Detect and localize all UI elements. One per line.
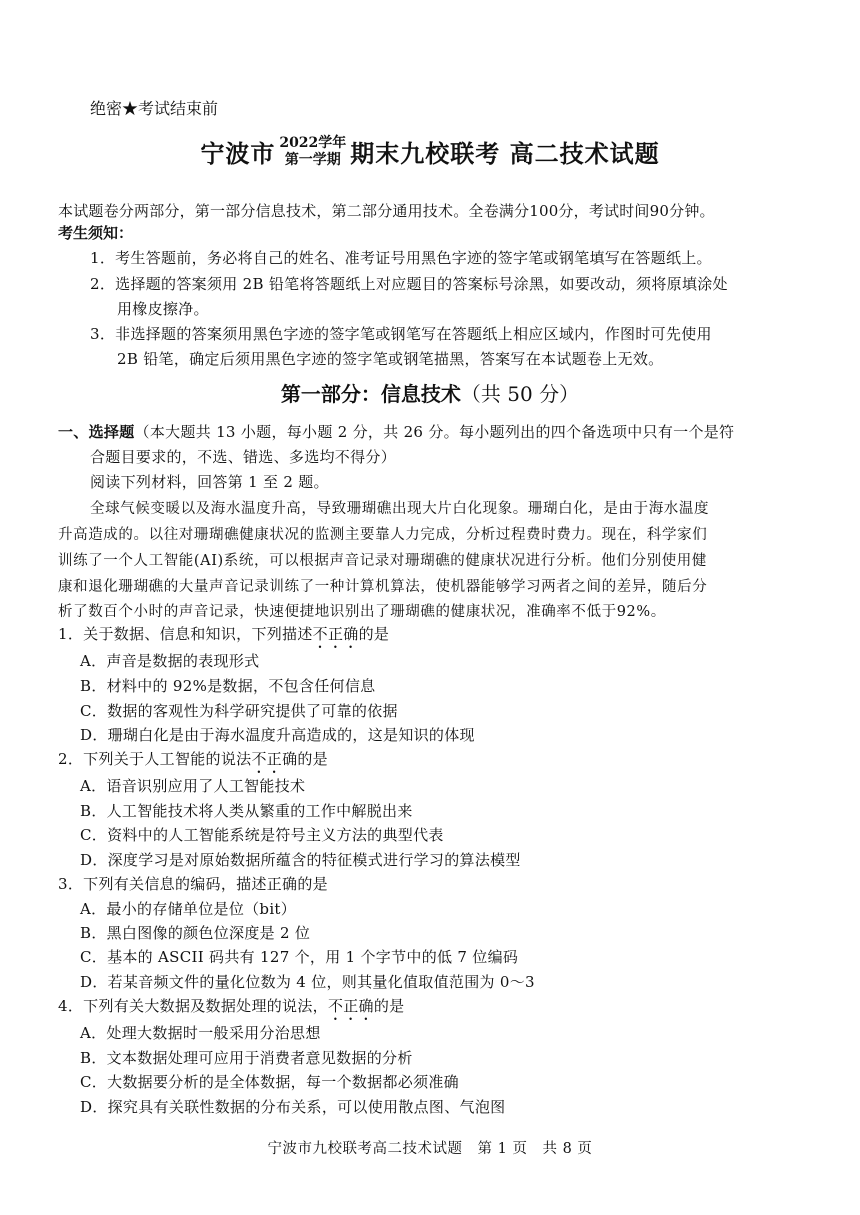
title-term: 第一学期 [284, 151, 341, 168]
question-1-option-d: D．珊瑚白化是由于海水温度升高造成的，这是知识的体现 [80, 726, 475, 744]
part-heading [58, 421, 734, 442]
question-2-stem-post: 确的是 [282, 750, 328, 768]
notice-item-2: 2．选择题的答案须用 2B 铅笔将答题纸上对应题目的答案标号涂黑，如要改动，须将原填涂处 [90, 275, 728, 293]
part-heading-bold: 一、选择题 [58, 423, 135, 441]
question-3-stem-pre: 3．下列有关信息的编码，描述正确的是 [58, 875, 328, 893]
page-footer: 宁波市九校联考高二技术试题 第 1 页 共 8 页 [267, 1141, 593, 1157]
part-heading-line2: 合题目要求的，不选、错选、多选均不得分） [90, 448, 397, 466]
question-3-option-d: D．若某音频文件的量化位数为 4 位，则其量化值取值范围为 0～3 [80, 973, 535, 991]
material-line-3: 训练了一个人工智能(AI)系统，可以根据声音记录对珊瑚礁的健康状况进行分析。他们分别使用健 [58, 553, 708, 569]
title-year: 2022学年 [279, 134, 347, 151]
part-heading-rest: （本大题共 13 小题，每小题 2 分，共 26 分。每小题列出的四个备选项中只有一个是符 [134, 423, 735, 441]
question-4-stem [58, 995, 404, 1024]
title-city: 宁波市 [200, 139, 276, 168]
notice-item-3: 3．非选择题的答案须用黑色字迹的签字笔或钢笔写在答题纸上相应区域内，作图时可先使用 [90, 325, 712, 343]
question-3-stem [58, 873, 328, 894]
question-1-option-c: C．数据的客观性为科学研究提供了可靠的依据 [80, 702, 398, 720]
section-title [0, 378, 860, 407]
question-4-stem-pre: 4．下列有关大数据及数据处理的说法， [58, 997, 328, 1015]
question-3-option-c: C．基本的 ASCII 码共有 127 个，用 1 个字节中的低 7 位编码 [80, 948, 519, 966]
question-2-stem-pre: 2．下列关于人工智能的说法 [58, 750, 252, 768]
question-4-option-a: A．处理大数据时一般采用分治思想 [80, 1024, 321, 1042]
question-2-option-c: C．资料中的人工智能系统是符号主义方法的典型代表 [80, 826, 444, 844]
question-1-stem-pre: 1．关于数据、信息和知识，下列描述 [58, 625, 313, 643]
question-2-option-d: D．深度学习是对原始数据所蕴含的特征模式进行学习的算法模型 [80, 851, 521, 869]
material-line-1: 全球气候变暖以及海水温度升高，导致珊瑚礁出现大片白化现象。珊瑚白化，是由于海水温度 [90, 501, 710, 517]
question-2-option-b: B．人工智能技术将人类从繁重的工作中解脱出来 [80, 802, 413, 820]
question-1-emphasis: 不正确 [312, 625, 359, 643]
notice-title: 考生须知： [58, 224, 134, 242]
question-4-stem-post: 的是 [373, 997, 405, 1015]
exam-intro: 本试题卷分两部分，第一部分信息技术，第二部分通用技术。全卷满分100分，考试时间90分钟。 [58, 202, 715, 220]
question-1-stem-post: 的是 [358, 625, 390, 643]
question-2-option-a: A．语音识别应用了人工智能技术 [80, 777, 306, 795]
title-year-term [279, 135, 346, 169]
material-line-4: 康和退化珊瑚礁的大量声音记录训练了一种计算机算法，使机器能够学习两者之间的差异，随后分 [58, 579, 708, 595]
page-title [0, 134, 860, 184]
reading-instruction: 阅读下列材料，回答第 1 至 2 题。 [90, 473, 329, 491]
question-4-option-b: B．文本数据处理可应用于消费者意见数据的分析 [80, 1049, 413, 1067]
section-title-score: （共 50 分） [460, 382, 580, 406]
question-4-option-c: C．大数据要分析的是全体数据，每一个数据都必须准确 [80, 1073, 459, 1091]
question-2-emphasis: 不正 [251, 750, 283, 768]
notice-item-1: 1．考生答题前，务必将自己的姓名、准考证号用黑色字迹的签字笔或钢笔填写在答题纸上。 [90, 249, 712, 267]
confidential-label: 绝密★考试结束前 [90, 99, 219, 118]
question-4-emphasis: 不正确 [327, 997, 374, 1015]
title-rest: 期末九校联考 高二技术试题 [350, 139, 660, 168]
question-3-option-b: B．黑白图像的颜色位深度是 2 位 [80, 924, 311, 942]
material-line-2: 升高造成的。以往对珊瑚礁健康状况的监测主要靠人力完成，分析过程费时费力。现在，科学家们 [58, 527, 708, 543]
question-1-stem [58, 623, 389, 652]
material-line-5: 析了数百个小时的声音记录，快速便捷地识别出了珊瑚礁的健康状况，准确率不低于92%。 [58, 604, 666, 620]
question-4-option-d: D．探究具有关联性数据的分布关系，可以使用散点图、气泡图 [80, 1098, 506, 1116]
question-1-option-b: B．材料中的 92%是数据，不包含任何信息 [80, 677, 376, 695]
question-2-stem [58, 748, 328, 777]
question-3-option-a: A．最小的存储单位是位（bit） [80, 900, 297, 918]
section-title-main: 第一部分：信息技术 [280, 382, 461, 406]
notice-item-3-cont: 2B 铅笔，确定后须用黑色字迹的签字笔或钢笔描黑，答案写在本试题卷上无效。 [117, 350, 664, 368]
question-1-option-a: A．声音是数据的表现形式 [80, 652, 260, 670]
notice-item-2-cont: 用橡皮擦净。 [117, 300, 209, 318]
